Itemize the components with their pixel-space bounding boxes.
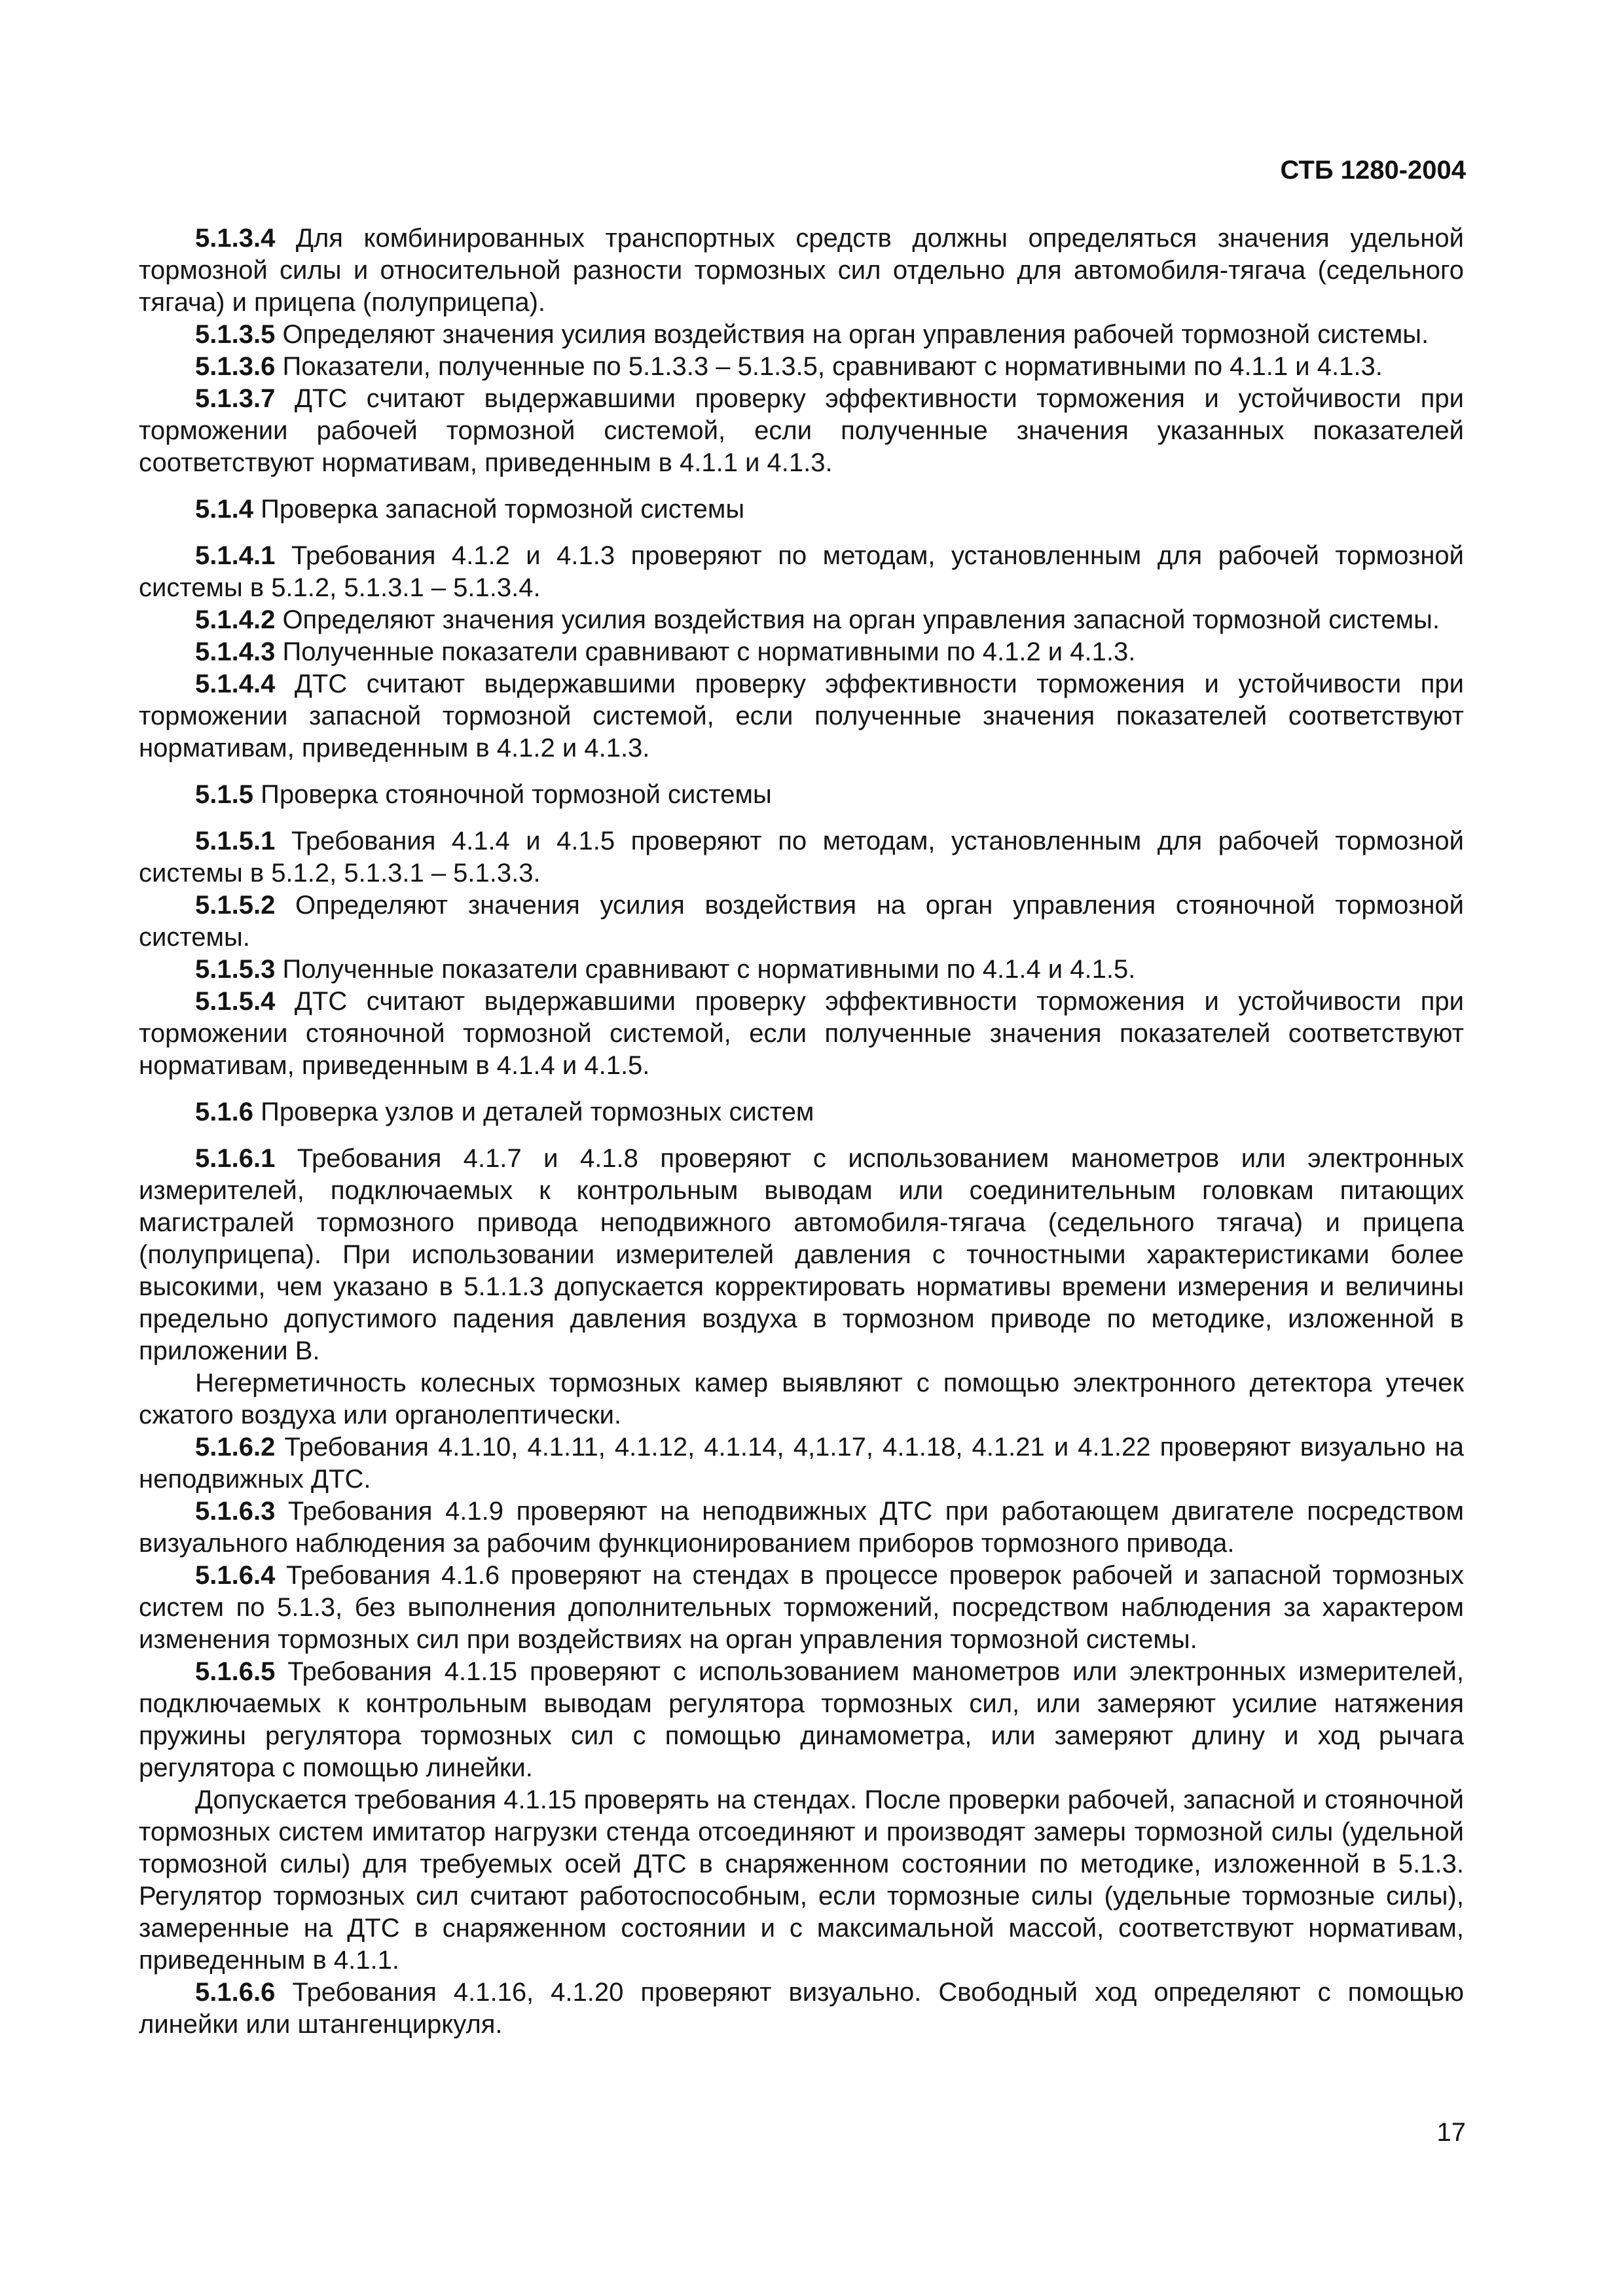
clause-text: Требования 4.1.6 проверяют на стендах в процессе проверок рабочей и запасной тормозных систем по 5.1.3, без выполнения дополнительных торможений, посредством наблюдения за характером изменения тормозных сил при воздействиях на орган управления тормозной системы.: [139, 1561, 1464, 1654]
paragraph-5-1-5-1: [139, 825, 1464, 889]
clause-text: Определяют значения усилия воздействия на орган управления рабочей тормозной системы.: [275, 320, 1429, 349]
clause-number: 5.1.6.6: [195, 1978, 276, 2007]
clause-text: ДТС считают выдержавшими проверку эффективности торможения и устойчивости при торможении запасной тормозной системой, если полученные значения показателей соответствуют нормативам, приведенным в 4.1.2 и 4.1.3.: [139, 670, 1464, 762]
clause-text: Требования 4.1.4 и 4.1.5 проверяют по методам, установленным для рабочей тормозной системы в 5.1.2, 5.1.3.1 – 5.1.3.3.: [139, 827, 1464, 888]
clause-text: Полученные показатели сравнивают с нормативными по 4.1.2 и 4.1.3.: [275, 637, 1136, 666]
clause-number: 5.1.3.6: [195, 352, 276, 381]
clause-text: Проверка запасной тормозной системы: [253, 495, 745, 524]
clause-text: Полученные показатели сравнивают с нормативными по 4.1.4 и 4.1.5.: [275, 955, 1136, 984]
paragraph-5-1-4-1: [139, 540, 1464, 604]
paragraph-5-1-5-3: [139, 954, 1464, 986]
clause-text: Проверка стояночной тормозной системы: [253, 780, 772, 809]
document-body: [139, 223, 1464, 2041]
clause-text: Требования 4.1.2 и 4.1.3 проверяют по методам, установленным для рабочей тормозной системы в 5.1.2, 5.1.3.1 – 5.1.3.4.: [139, 541, 1464, 602]
paragraph-5-1-5-4: [139, 986, 1464, 1082]
paragraph-5-1-3-5: [139, 319, 1464, 351]
paragraph-5-1-6-1: [139, 1143, 1464, 1367]
paragraph-text: Допускается требования 4.1.15 проверять на стендах. После проверки рабочей, запасной и стояночной тормозных систем имитатор нагрузки стенда отсоединяют и производят замеры тормозной силы (удельной тормозной силы) для требуемых осей ДТС в снаряженном состоянии по методике, изложенной в 5.1.3. Регулятор тормозных сил считают работоспособным, если тормозные силы (удельные тормозные силы), замеренные на ДТС в снаряженном состоянии и с максимальной массой, соответствуют нормативам, приведенным в 4.1.1.: [139, 1785, 1464, 1975]
clause-number: 5.1.3.7: [195, 384, 276, 413]
clause-text: ДТС считают выдержавшими проверку эффективности торможения и устойчивости при торможении стояночной тормозной системой, если полученные значения показателей соответствуют нормативам, приведенным в 4.1.4 и 4.1.5.: [139, 987, 1464, 1080]
clause-text: Для комбинированных транспортных средств должны определяться значения удельной тормозной силы и относительной разности тормозных сил отдельно для автомобиля-тягача (седельного тягача) и прицепа (полуприцепа).: [139, 224, 1464, 317]
clause-number: 5.1.6.5: [195, 1657, 276, 1686]
section-heading-5-1-6: [139, 1096, 1464, 1128]
paragraph-5-1-3-4: [139, 223, 1464, 319]
paragraph-5-1-6-2: [139, 1431, 1464, 1496]
paragraph-text: Негерметичность колесных тормозных камер выявляют с помощью электронного детектора утечек сжатого воздуха или органолептически.: [139, 1369, 1464, 1429]
clause-text: Показатели, полученные по 5.1.3.3 – 5.1.3.5, сравнивают с нормативными по 4.1.1 и 4.1.3.: [275, 352, 1383, 381]
clause-number: 5.1.5.2: [195, 891, 276, 920]
clause-number: 5.1.6.3: [195, 1497, 276, 1526]
paragraph-5-1-6-4: [139, 1560, 1464, 1656]
clause-text: Определяют значения усилия воздействия на орган управления стояночной тормозной системы.: [139, 891, 1464, 952]
paragraph-5-1-5-2: [139, 889, 1464, 954]
clause-text: Требования 4.1.15 проверяют с использованием манометров или электронных измерителей, подключаемых к контрольным выводам регулятора тормозных сил, или замеряют усилие натяжения пружины регулятора тормозных сил с помощью динамометра, или замеряют длину и ход рычага регулятора с помощью линейки.: [139, 1657, 1464, 1782]
clause-number: 5.1.5.4: [195, 987, 276, 1016]
paragraph-5-1-3-7: [139, 383, 1464, 479]
paragraph-5-1-6-3: [139, 1496, 1464, 1560]
clause-text: Проверка узлов и деталей тормозных систем: [253, 1098, 814, 1126]
clause-number: 5.1.4.1: [195, 541, 276, 570]
clause-number: 5.1.6.4: [195, 1561, 276, 1590]
paragraph-5-1-6-6: [139, 1977, 1464, 2041]
clause-number: 5.1.5: [195, 780, 253, 809]
page-number: 17: [1436, 2118, 1466, 2147]
paragraph-5-1-4-3: [139, 636, 1464, 668]
clause-text: Требования 4.1.10, 4.1.11, 4.1.12, 4.1.14, 4,1.17, 4.1.18, 4.1.21 и 4.1.22 проверяют визуально на неподвижных ДТС.: [139, 1433, 1464, 1494]
clause-number: 5.1.3.4: [195, 224, 276, 253]
section-heading-5-1-5: [139, 779, 1464, 811]
clause-number: 5.1.6: [195, 1098, 253, 1126]
section-heading-5-1-4: [139, 493, 1464, 526]
clause-number: 5.1.4.2: [195, 605, 276, 634]
paragraph-5-1-4-2: [139, 604, 1464, 636]
document-header: СТБ 1280-2004: [1280, 156, 1466, 185]
clause-text: Требования 4.1.7 и 4.1.8 проверяют с использованием манометров или электронных измерителей, подключаемых к контрольным выводам или соединительным головкам питающих магистралей тормозного привода неподвижного автомобиля-тягача (седельного тягача) и прицепа (полуприцепа). При использовании измерителей давления с точностными характеристиками более высокими, чем указано в 5.1.1.3 допускается корректировать нормативы времени измерения и величины предельно допустимого падения давления воздуха в тормозном приводе по методике, изложенной в приложении В.: [139, 1144, 1464, 1365]
paragraph-5-1-3-6: [139, 351, 1464, 383]
paragraph-bench-check: [139, 1784, 1464, 1977]
clause-number: 5.1.4: [195, 495, 253, 524]
paragraph-leak-detection: [139, 1367, 1464, 1431]
clause-text: Требования 4.1.16, 4.1.20 проверяют визуально. Свободный ход определяют с помощью линейки или штангенциркуля.: [139, 1978, 1464, 2039]
clause-number: 5.1.6.2: [195, 1433, 276, 1462]
clause-number: 5.1.3.5: [195, 320, 276, 349]
paragraph-5-1-4-4: [139, 668, 1464, 764]
clause-number: 5.1.4.3: [195, 637, 276, 666]
clause-number: 5.1.4.4: [195, 670, 276, 698]
clause-text: Определяют значения усилия воздействия на орган управления запасной тормозной системы.: [275, 605, 1440, 634]
clause-text: ДТС считают выдержавшими проверку эффективности торможения и устойчивости при торможении рабочей тормозной системой, если полученные значения указанных показателей соответствуют нормативам, приведенным в 4.1.1 и 4.1.3.: [139, 384, 1464, 477]
clause-text: Требования 4.1.9 проверяют на неподвижных ДТС при работающем двигателе посредством визуального наблюдения за рабочим функционированием приборов тормозного привода.: [139, 1497, 1464, 1558]
clause-number: 5.1.6.1: [195, 1144, 276, 1173]
paragraph-5-1-6-5: [139, 1656, 1464, 1784]
clause-number: 5.1.5.1: [195, 827, 276, 855]
clause-number: 5.1.5.3: [195, 955, 276, 984]
